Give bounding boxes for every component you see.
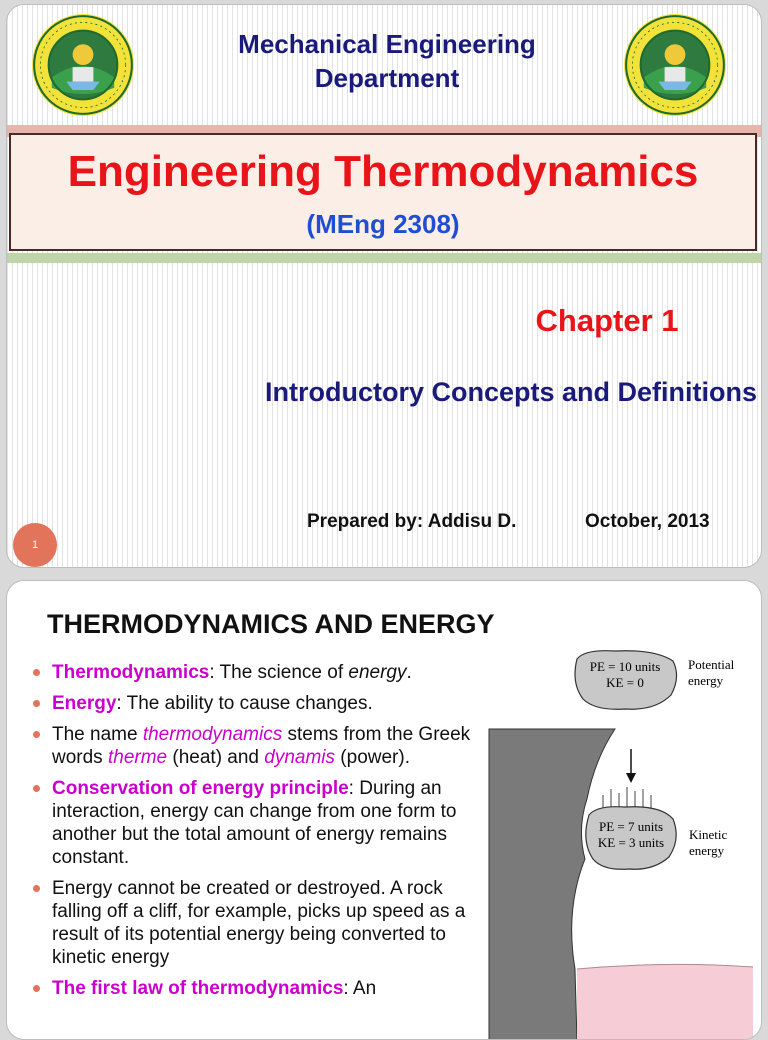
course-code: (MEng 2308) xyxy=(306,209,460,239)
title-slide xyxy=(6,4,762,568)
top-pe-label: PE = 10 units xyxy=(589,659,661,674)
list-item: The name thermodynamics stems from the Greek words therme (heat) and dynamis (power). xyxy=(31,723,486,769)
chapter-heading: Chapter 1 xyxy=(535,303,679,338)
bullet-icon xyxy=(33,700,40,707)
potential-label-2: energy xyxy=(688,673,724,688)
course-title: Engineering Thermodynamics xyxy=(67,147,699,196)
department-line-1: Mechanical Engineering xyxy=(238,29,536,59)
bullet-icon xyxy=(33,985,40,992)
university-seal-icon xyxy=(31,13,135,117)
title-box xyxy=(9,133,757,251)
list-item: Conservation of energy principle: During an interaction, energy can change from one form to another but the total amount of energy remains constant. xyxy=(31,777,486,869)
list-item: Thermodynamics: The science of energy. xyxy=(31,661,486,684)
content-slide xyxy=(6,580,762,1040)
kinetic-label-2: energy xyxy=(689,843,725,858)
top-ke-label: KE = 0 xyxy=(606,675,644,690)
bullet-icon xyxy=(33,669,40,676)
falling-rock-figure xyxy=(485,649,757,1040)
department-heading xyxy=(157,27,617,95)
slide-title: THERMODYNAMICS AND ENERGY xyxy=(47,609,495,639)
list-item: Energy: The ability to cause changes. xyxy=(31,692,486,715)
chapter-subtitle: Introductory Concepts and Definitions xyxy=(264,377,757,407)
date: October, 2013 xyxy=(585,511,710,532)
divider-band xyxy=(7,253,761,263)
kinetic-label: Kinetic xyxy=(689,827,728,842)
list-item: The first law of thermodynamics: An xyxy=(31,977,486,1000)
potential-label: Potential xyxy=(688,657,735,672)
down-arrow-icon xyxy=(626,773,636,783)
bullet-icon xyxy=(33,885,40,892)
bullet-icon xyxy=(33,785,40,792)
department-line-2: Department xyxy=(314,63,460,93)
bullet-list xyxy=(31,661,486,1008)
bottom-ke-label: KE = 3 units xyxy=(597,835,665,850)
bottom-pe-label: PE = 7 units xyxy=(598,819,664,834)
list-item: Energy cannot be created or destroyed. A rock falling off a cliff, for example, picks up speed as a result of its potential energy being converted to kinetic energy xyxy=(31,877,486,969)
university-seal-icon xyxy=(623,13,727,117)
prepared-by: Prepared by: Addisu D. xyxy=(307,511,517,532)
bullet-icon xyxy=(33,731,40,738)
page-number-badge: 1 xyxy=(13,523,57,567)
